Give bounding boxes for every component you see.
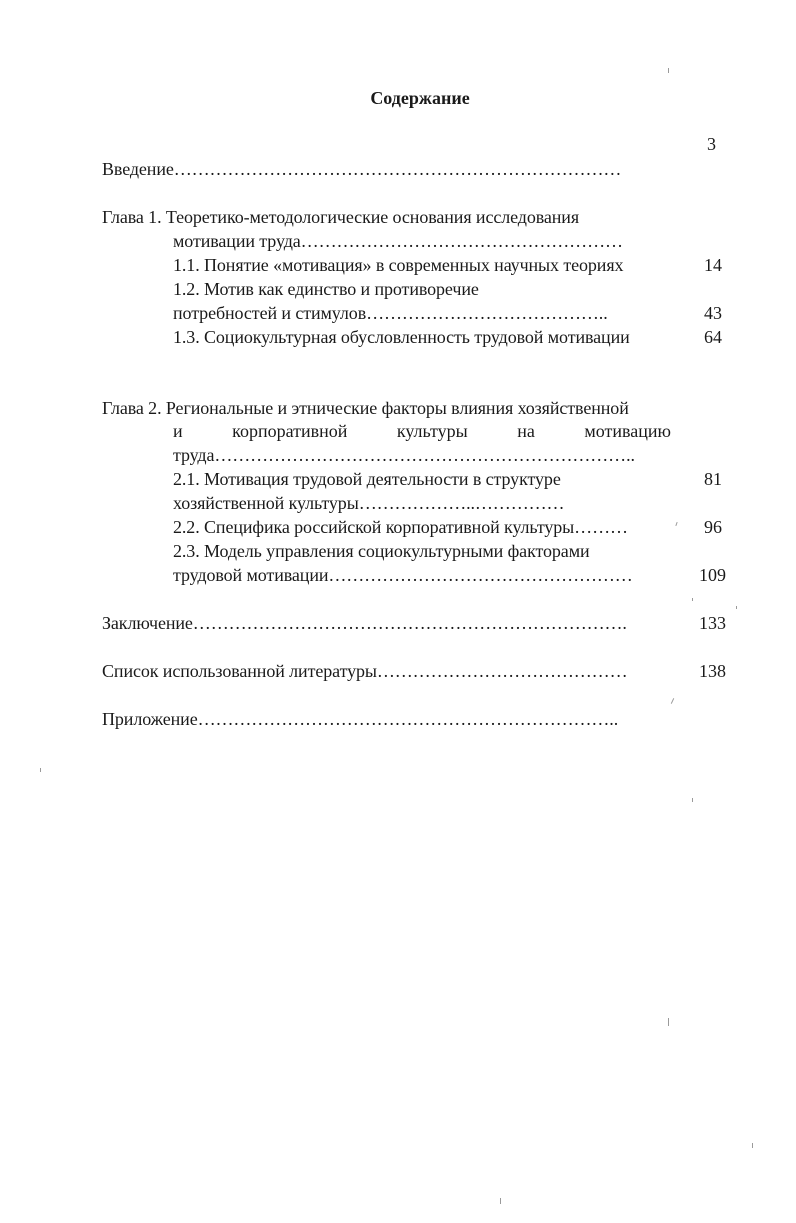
toc-section-1-2-cont: потребностей и стимулов………………………………….. [173,303,608,323]
scan-speck [40,768,41,772]
toc-page-number-2-1: 81 [704,469,722,489]
scan-speck [736,606,737,609]
scan-speck [692,798,693,802]
toc-page-number-conclusion: 133 [699,613,726,633]
toc-chapter-2-title-cont: труда…………………………………………………………….. [173,445,635,465]
toc-page-number-1-2: 43 [704,303,722,323]
toc-section-2-2: 2.2. Специфика российской корпоративной культуры……… [173,517,628,537]
word: и [173,421,183,441]
scan-speck [668,1018,669,1026]
toc-entry-bibliography: Список использованной литературы…………………………………… [102,661,628,681]
word: культуры [396,421,468,441]
toc-section-2-3-cont: трудовой мотивации…………………………………………… [173,565,633,585]
toc-page-number-1-3: 64 [704,327,722,347]
toc-entry-conclusion: Заключение………………………………………………………………. [102,613,627,633]
toc-page-number-2-3: 109 [699,565,726,585]
toc-section-2-1-cont: хозяйственной культуры………………..…………… [173,493,565,513]
scan-speck [668,68,669,73]
toc-chapter-2-title-justified [173,420,671,442]
toc-entry-intro: Введение………………………………………………………………… [102,159,622,179]
scan-speck [671,698,674,704]
toc-page-number-intro: 3 [707,134,716,154]
word: корпоративной [232,421,348,441]
scan-speck [692,598,693,601]
toc-section-2-3: 2.3. Модель управления социокультурными факторами [173,541,590,561]
page-title: Содержание [370,88,470,108]
toc-section-1-3: 1.3. Социокультурная обусловленность трудовой мотивации [173,327,630,347]
toc-chapter-1-title-cont: мотивации труда……………………………………………… [173,231,623,251]
word: на [517,421,535,441]
toc-chapter-1-title: Глава 1. Теоретико-методологические основания исследования [102,207,580,227]
toc-section-2-1: 2.1. Мотивация трудовой деятельности в структуре [173,469,561,489]
toc-chapter-2-title: Глава 2. Региональные и этнические факторы влияния хозяйственной [102,398,629,418]
toc-section-1-2: 1.2. Мотив как единство и противоречие [173,279,479,299]
toc-page-number-1-1: 14 [704,255,722,275]
scan-speck [500,1198,501,1204]
toc-section-1-1: 1.1. Понятие «мотивация» в современных научных теориях [173,255,624,275]
toc-page-number-bibliography: 138 [699,661,726,681]
word: мотивацию [584,421,671,441]
toc-page-number-2-2: 96 [704,517,722,537]
scan-speck [752,1143,753,1148]
toc-entry-appendix: Приложение…………………………………………………………….. [102,709,619,729]
